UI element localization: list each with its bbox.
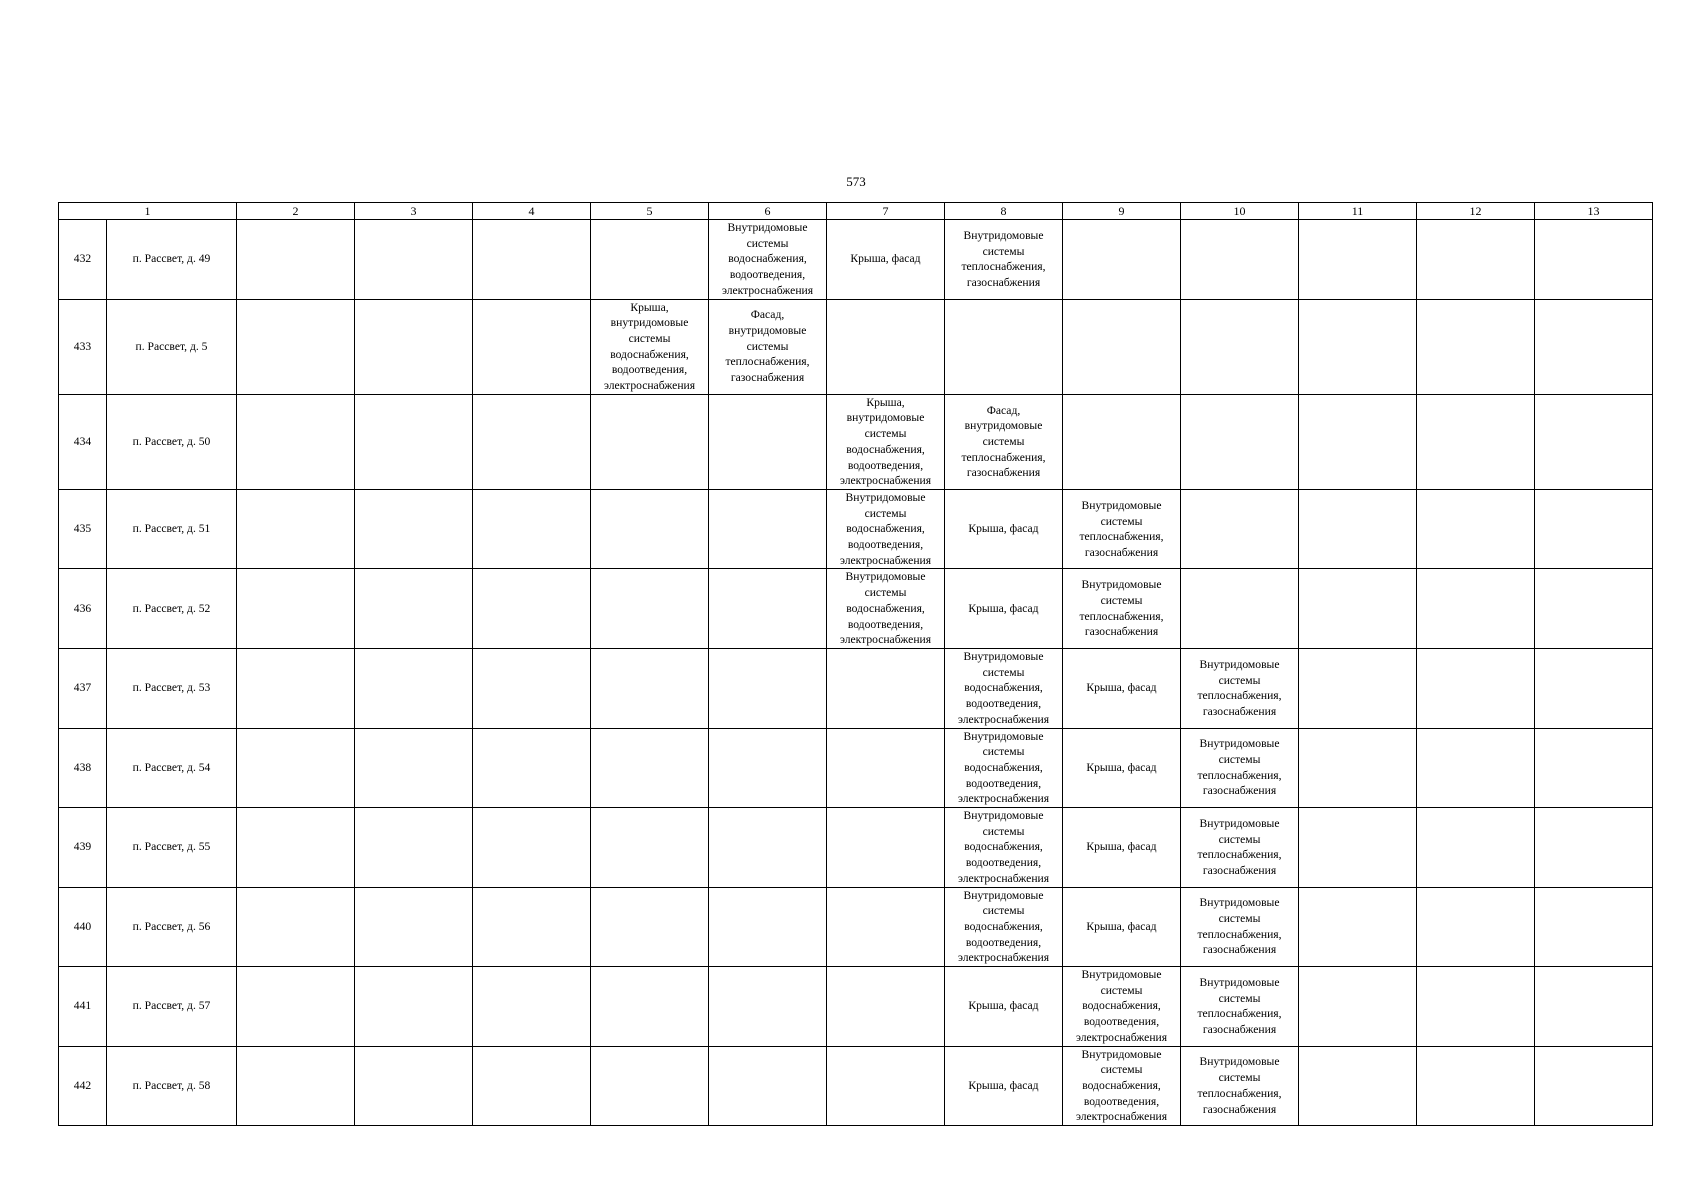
work-cell-col-2 <box>237 220 355 300</box>
table-row <box>59 299 1653 394</box>
row-number-cell: 439 <box>59 808 107 888</box>
work-cell-col-12 <box>1417 1046 1535 1126</box>
work-cell-col-2 <box>237 887 355 967</box>
work-cell-col-3 <box>355 808 473 888</box>
address-cell: п. Рассвет, д. 52 <box>107 569 237 649</box>
work-description: Внутридомовые системы теплоснабжения, газоснабжения <box>1079 578 1164 639</box>
work-cell-col-5 <box>591 569 709 649</box>
address-cell: п. Рассвет, д. 58 <box>107 1046 237 1126</box>
work-description: Фасад, внутридомовые системы теплоснабжения, газоснабжения <box>725 308 810 385</box>
column-number-4: 4 <box>473 203 591 220</box>
work-cell-col-13 <box>1535 394 1653 489</box>
work-description: Крыша, внутридомовые системы водоснабжения, водоотведения, электроснабжения <box>603 300 696 393</box>
column-number-12: 12 <box>1417 203 1535 220</box>
work-description: Внутридомовые системы теплоснабжения, газоснабжения <box>1197 896 1282 957</box>
work-cell-col-11 <box>1299 299 1417 394</box>
table-row <box>59 1046 1653 1126</box>
work-cell-col-4 <box>473 887 591 967</box>
work-cell-col-13 <box>1535 887 1653 967</box>
row-number-cell: 440 <box>59 887 107 967</box>
work-cell-col-2 <box>237 728 355 808</box>
address-cell: п. Рассвет, д. 5 <box>107 299 237 394</box>
work-cell-col-3 <box>355 1046 473 1126</box>
work-cell-col-4 <box>473 808 591 888</box>
work-cell-col-5 <box>591 394 709 489</box>
work-description: Крыша, фасад <box>968 601 1039 615</box>
column-number-3: 3 <box>355 203 473 220</box>
work-cell-col-11 <box>1299 1046 1417 1126</box>
work-cell-col-6 <box>709 728 827 808</box>
work-description: Внутридомовые системы теплоснабжения, газоснабжения <box>1079 498 1164 559</box>
work-description: Внутридомовые системы теплоснабжения, газоснабжения <box>961 228 1046 289</box>
work-cell-col-9 <box>1063 887 1181 967</box>
work-cell-col-2 <box>237 569 355 649</box>
work-cell-col-9 <box>1063 489 1181 569</box>
work-cell-col-12 <box>1417 728 1535 808</box>
column-number-11: 11 <box>1299 203 1417 220</box>
table-row <box>59 394 1653 489</box>
work-cell-col-8 <box>945 489 1063 569</box>
table-row <box>59 489 1653 569</box>
row-number-cell: 442 <box>59 1046 107 1126</box>
work-cell-col-4 <box>473 1046 591 1126</box>
work-cell-col-4 <box>473 220 591 300</box>
work-cell-col-12 <box>1417 489 1535 569</box>
work-description: Крыша, фасад <box>1086 760 1157 774</box>
row-number-cell: 441 <box>59 967 107 1047</box>
work-description: Внутридомовые системы водоснабжения, водоотведения, электроснабжения <box>721 221 814 297</box>
address-cell: п. Рассвет, д. 57 <box>107 967 237 1047</box>
work-cell-col-13 <box>1535 489 1653 569</box>
work-cell-col-7 <box>827 299 945 394</box>
work-cell-col-5 <box>591 887 709 967</box>
work-cell-col-8 <box>945 569 1063 649</box>
column-number-2: 2 <box>237 203 355 220</box>
work-cell-col-10 <box>1181 887 1299 967</box>
work-cell-col-10 <box>1181 299 1299 394</box>
table-row <box>59 887 1653 967</box>
work-description: Крыша, фасад <box>1086 840 1157 854</box>
work-cell-col-2 <box>237 967 355 1047</box>
work-cell-col-2 <box>237 299 355 394</box>
work-cell-col-5 <box>591 220 709 300</box>
work-cell-col-10 <box>1181 220 1299 300</box>
work-cell-col-2 <box>237 808 355 888</box>
work-description: Внутридомовые системы водоснабжения, водоотведения, электроснабжения <box>957 809 1050 885</box>
work-cell-col-13 <box>1535 1046 1653 1126</box>
work-cell-col-11 <box>1299 394 1417 489</box>
work-cell-col-9 <box>1063 728 1181 808</box>
work-cell-col-11 <box>1299 887 1417 967</box>
work-cell-col-6 <box>709 808 827 888</box>
work-cell-col-8 <box>945 728 1063 808</box>
work-cell-col-9 <box>1063 1046 1181 1126</box>
work-cell-col-2 <box>237 1046 355 1126</box>
address-cell: п. Рассвет, д. 54 <box>107 728 237 808</box>
work-description: Внутридомовые системы водоснабжения, водоотведения, электроснабжения <box>957 888 1050 965</box>
column-number-6: 6 <box>709 203 827 220</box>
work-cell-col-11 <box>1299 808 1417 888</box>
table-body <box>59 220 1653 1126</box>
work-cell-col-2 <box>237 394 355 489</box>
work-cell-col-6 <box>709 1046 827 1126</box>
work-cell-col-2 <box>237 489 355 569</box>
work-cell-col-13 <box>1535 569 1653 649</box>
work-cell-col-9 <box>1063 967 1181 1047</box>
work-cell-col-9 <box>1063 299 1181 394</box>
work-cell-col-7 <box>827 808 945 888</box>
row-number-cell: 435 <box>59 489 107 569</box>
work-cell-col-9 <box>1063 569 1181 649</box>
work-cell-col-6 <box>709 648 827 728</box>
work-cell-col-13 <box>1535 967 1653 1047</box>
work-cell-col-12 <box>1417 220 1535 300</box>
work-cell-col-5 <box>591 808 709 888</box>
work-cell-col-12 <box>1417 648 1535 728</box>
row-number-cell: 433 <box>59 299 107 394</box>
table-row <box>59 808 1653 888</box>
work-cell-col-4 <box>473 394 591 489</box>
work-cell-col-12 <box>1417 808 1535 888</box>
work-cell-col-4 <box>473 489 591 569</box>
row-number-cell: 437 <box>59 648 107 728</box>
work-cell-col-5 <box>591 728 709 808</box>
work-cell-col-10 <box>1181 648 1299 728</box>
work-cell-col-7 <box>827 489 945 569</box>
work-cell-col-3 <box>355 648 473 728</box>
work-cell-col-11 <box>1299 220 1417 300</box>
work-cell-col-8 <box>945 1046 1063 1126</box>
work-cell-col-4 <box>473 299 591 394</box>
address-cell: п. Рассвет, д. 50 <box>107 394 237 489</box>
work-cell-col-8 <box>945 394 1063 489</box>
work-cell-col-9 <box>1063 808 1181 888</box>
work-cell-col-4 <box>473 967 591 1047</box>
work-description: Внутридомовые системы водоснабжения, водоотведения, электроснабжения <box>839 490 932 567</box>
work-cell-col-8 <box>945 887 1063 967</box>
work-cell-col-7 <box>827 220 945 300</box>
work-description: Крыша, фасад <box>1086 681 1157 695</box>
work-cell-col-11 <box>1299 569 1417 649</box>
work-description: Крыша, фасад <box>1086 919 1157 933</box>
address-cell: п. Рассвет, д. 56 <box>107 887 237 967</box>
work-cell-col-12 <box>1417 887 1535 967</box>
work-cell-col-3 <box>355 220 473 300</box>
work-cell-col-4 <box>473 728 591 808</box>
work-cell-col-4 <box>473 569 591 649</box>
work-cell-col-6 <box>709 887 827 967</box>
column-number-9: 9 <box>1063 203 1181 220</box>
work-description: Крыша, внутридомовые системы водоснабжения, водоотведения, электроснабжения <box>839 395 932 488</box>
work-cell-col-7 <box>827 887 945 967</box>
work-cell-col-3 <box>355 887 473 967</box>
work-cell-col-6 <box>709 394 827 489</box>
table-row <box>59 967 1653 1047</box>
work-description: Внутридомовые системы водоснабжения, водоотведения, электроснабжения <box>839 570 932 647</box>
work-cell-col-11 <box>1299 648 1417 728</box>
table-row <box>59 648 1653 728</box>
work-cell-col-6 <box>709 569 827 649</box>
work-description: Внутридомовые системы водоснабжения, водоотведения, электроснабжения <box>1075 1047 1168 1124</box>
work-cell-col-6 <box>709 489 827 569</box>
column-number-7: 7 <box>827 203 945 220</box>
work-description: Крыша, фасад <box>850 252 921 266</box>
work-description: Фасад, внутридомовые системы теплоснабжения, газоснабжения <box>961 403 1046 480</box>
work-cell-col-11 <box>1299 489 1417 569</box>
work-cell-col-5 <box>591 299 709 394</box>
work-cell-col-7 <box>827 569 945 649</box>
work-description: Крыша, фасад <box>968 522 1039 536</box>
work-cell-col-5 <box>591 1046 709 1126</box>
table-row <box>59 220 1653 300</box>
work-cell-col-13 <box>1535 808 1653 888</box>
work-cell-col-9 <box>1063 648 1181 728</box>
work-cell-col-6 <box>709 967 827 1047</box>
work-cell-col-10 <box>1181 1046 1299 1126</box>
schedule-table <box>58 202 1653 1126</box>
work-cell-col-10 <box>1181 394 1299 489</box>
work-cell-col-5 <box>591 648 709 728</box>
work-description: Внутридомовые системы водоснабжения, водоотведения, электроснабжения <box>957 729 1050 806</box>
work-cell-col-11 <box>1299 967 1417 1047</box>
work-cell-col-10 <box>1181 967 1299 1047</box>
work-cell-col-7 <box>827 967 945 1047</box>
address-cell: п. Рассвет, д. 49 <box>107 220 237 300</box>
work-cell-col-3 <box>355 299 473 394</box>
column-number-1: 1 <box>59 203 237 220</box>
work-cell-col-8 <box>945 299 1063 394</box>
work-cell-col-13 <box>1535 648 1653 728</box>
address-cell: п. Рассвет, д. 51 <box>107 489 237 569</box>
work-cell-col-3 <box>355 967 473 1047</box>
work-cell-col-6 <box>709 220 827 300</box>
work-cell-col-7 <box>827 728 945 808</box>
work-description: Внутридомовые системы теплоснабжения, газоснабжения <box>1197 657 1282 718</box>
work-description: Внутридомовые системы водоснабжения, водоотведения, электроснабжения <box>1075 968 1168 1044</box>
table-row <box>59 728 1653 808</box>
work-cell-col-5 <box>591 489 709 569</box>
work-cell-col-7 <box>827 648 945 728</box>
work-cell-col-9 <box>1063 220 1181 300</box>
table-row <box>59 569 1653 649</box>
work-cell-col-5 <box>591 967 709 1047</box>
work-cell-col-13 <box>1535 220 1653 300</box>
address-cell: п. Рассвет, д. 55 <box>107 808 237 888</box>
row-number-cell: 436 <box>59 569 107 649</box>
row-number-cell: 438 <box>59 728 107 808</box>
work-cell-col-13 <box>1535 299 1653 394</box>
column-number-row <box>59 203 1653 220</box>
work-cell-col-13 <box>1535 728 1653 808</box>
work-cell-col-9 <box>1063 394 1181 489</box>
work-cell-col-4 <box>473 648 591 728</box>
row-number-cell: 432 <box>59 220 107 300</box>
work-description: Крыша, фасад <box>968 1078 1039 1092</box>
work-cell-col-8 <box>945 220 1063 300</box>
column-number-5: 5 <box>591 203 709 220</box>
work-cell-col-3 <box>355 394 473 489</box>
work-cell-col-3 <box>355 728 473 808</box>
work-cell-col-12 <box>1417 569 1535 649</box>
work-cell-col-7 <box>827 1046 945 1126</box>
work-cell-col-11 <box>1299 728 1417 808</box>
work-description: Внутридомовые системы теплоснабжения, газоснабжения <box>1197 1055 1282 1116</box>
work-cell-col-8 <box>945 808 1063 888</box>
work-cell-col-3 <box>355 489 473 569</box>
work-cell-col-12 <box>1417 967 1535 1047</box>
table-header <box>59 203 1653 220</box>
work-description: Внутридомовые системы теплоснабжения, газоснабжения <box>1197 816 1282 877</box>
column-number-8: 8 <box>945 203 1063 220</box>
work-cell-col-10 <box>1181 808 1299 888</box>
work-cell-col-7 <box>827 394 945 489</box>
work-cell-col-10 <box>1181 569 1299 649</box>
work-cell-col-6 <box>709 299 827 394</box>
row-number-cell: 434 <box>59 394 107 489</box>
work-description: Внутридомовые системы теплоснабжения, газоснабжения <box>1197 975 1282 1036</box>
work-cell-col-10 <box>1181 728 1299 808</box>
work-cell-col-12 <box>1417 394 1535 489</box>
work-cell-col-8 <box>945 967 1063 1047</box>
work-description: Внутридомовые системы водоснабжения, водоотведения, электроснабжения <box>957 649 1050 726</box>
work-cell-col-8 <box>945 648 1063 728</box>
column-number-10: 10 <box>1181 203 1299 220</box>
column-number-13: 13 <box>1535 203 1653 220</box>
work-description: Внутридомовые системы теплоснабжения, газоснабжения <box>1197 737 1282 798</box>
address-cell: п. Рассвет, д. 53 <box>107 648 237 728</box>
page-number: 573 <box>846 174 866 189</box>
work-cell-col-10 <box>1181 489 1299 569</box>
work-cell-col-2 <box>237 648 355 728</box>
work-cell-col-12 <box>1417 299 1535 394</box>
work-description: Крыша, фасад <box>968 999 1039 1013</box>
work-cell-col-3 <box>355 569 473 649</box>
